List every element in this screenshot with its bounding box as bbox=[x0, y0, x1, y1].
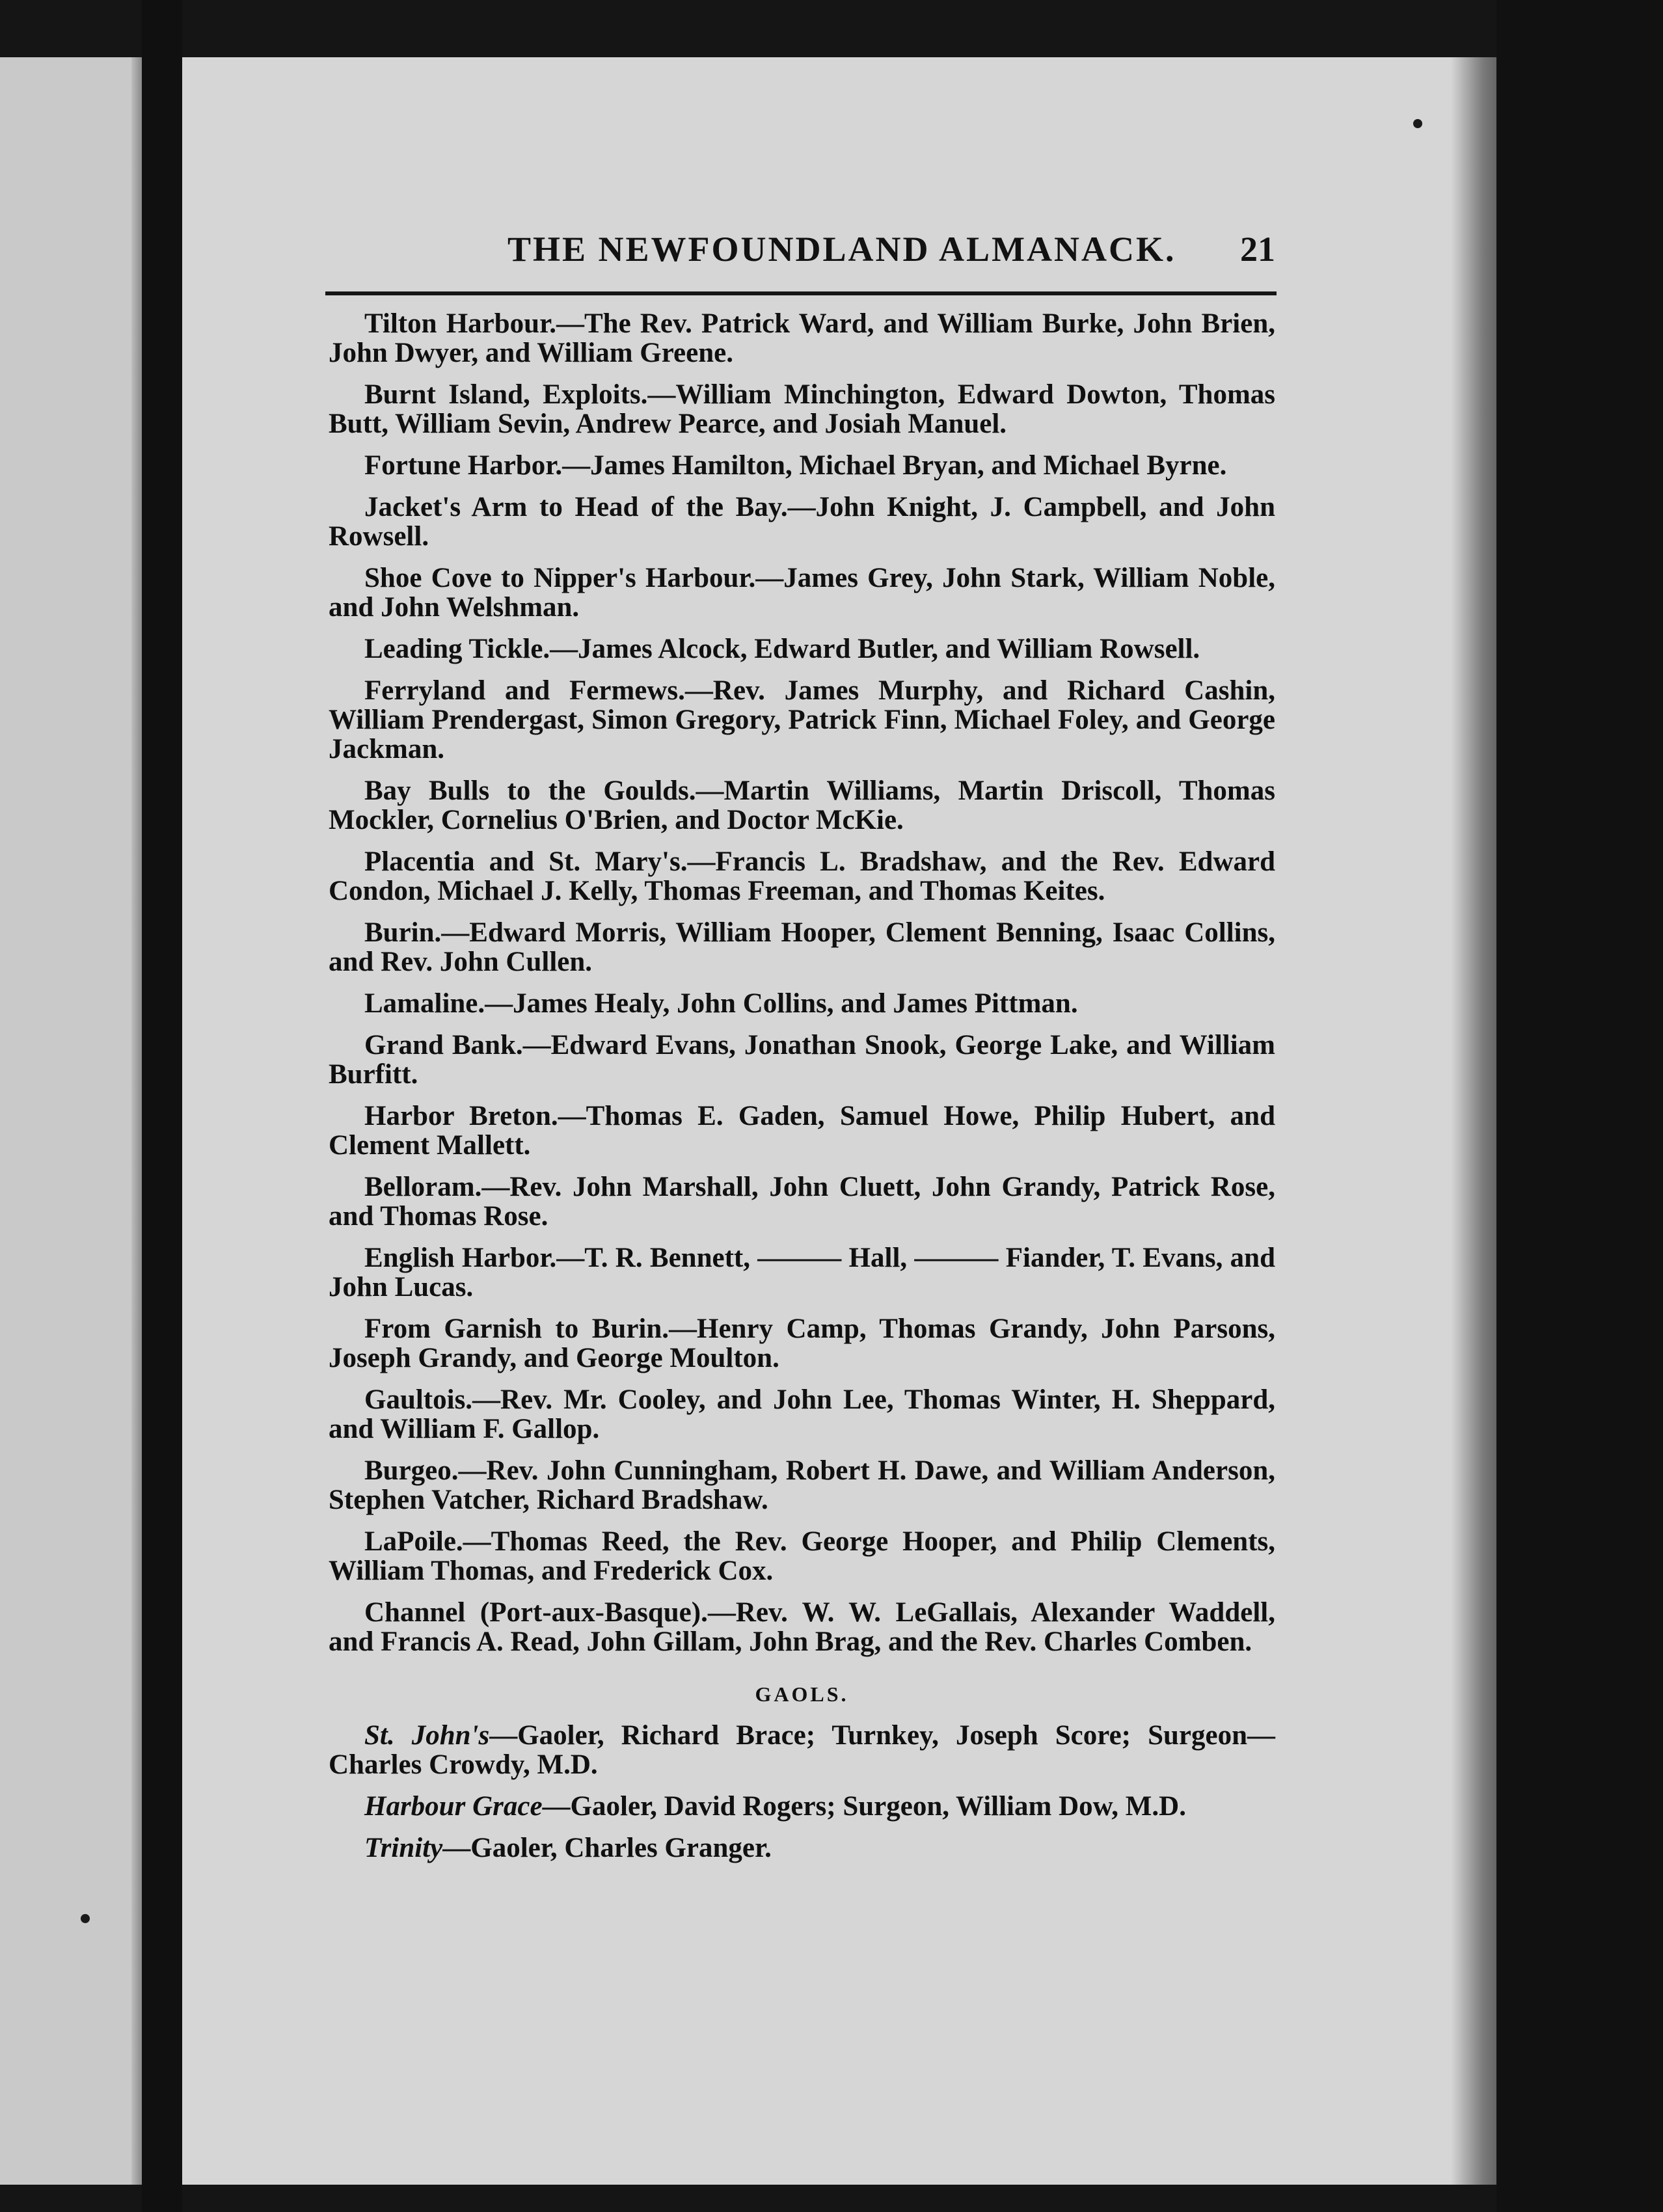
facing-page-edge bbox=[0, 57, 142, 2185]
list-item: Gaultois.—Rev. Mr. Cooley, and John Lee, Thomas Winter, H. Sheppard, and William F. Gallop. bbox=[329, 1384, 1275, 1444]
list-item: Grand Bank.—Edward Evans, Jonathan Snook, George Lake, and William Burfitt. bbox=[329, 1030, 1275, 1090]
list-item: Belloram.—Rev. John Marshall, John Cluett, John Grandy, Patrick Rose, and Thomas Rose. bbox=[329, 1172, 1275, 1232]
header-rule bbox=[325, 291, 1277, 295]
page-title: THE NEWFOUNDLAND ALMANACK. bbox=[507, 230, 1176, 269]
page-body bbox=[329, 309, 1275, 1875]
book-gutter bbox=[142, 0, 182, 2212]
list-item: Burgeo.—Rev. John Cunningham, Robert H. Dawe, and William Anderson, Stephen Vatcher, Richard Bradshaw. bbox=[329, 1455, 1275, 1515]
gaol-place: St. John's bbox=[364, 1720, 490, 1751]
list-item: Jacket's Arm to Head of the Bay.—John Knight, J. Campbell, and John Rowsell. bbox=[329, 492, 1275, 552]
running-head bbox=[319, 229, 1282, 281]
list-item: Burin.—Edward Morris, William Hooper, Clement Benning, Isaac Collins, and Rev. John Cullen. bbox=[329, 917, 1275, 977]
gaol-item bbox=[329, 1721, 1275, 1779]
list-item: Tilton Harbour.—The Rev. Patrick Ward, and William Burke, John Brien, John Dwyer, and William Greene. bbox=[329, 308, 1275, 368]
gaol-details: —Gaoler, Charles Granger. bbox=[442, 1833, 772, 1863]
list-item: Harbor Breton.—Thomas E. Gaden, Samuel Howe, Philip Hubert, and Clement Mallett. bbox=[329, 1101, 1275, 1161]
gaol-item bbox=[329, 1833, 1275, 1863]
list-item: English Harbor.—T. R. Bennett, ——— Hall, ——— Fiander, T. Evans, and John Lucas. bbox=[329, 1243, 1275, 1302]
gaol-place: Trinity bbox=[364, 1833, 443, 1863]
gaols-list bbox=[329, 1721, 1275, 1863]
list-item: Shoe Cove to Nipper's Harbour.—James Grey, John Stark, William Noble, and John Welshman. bbox=[329, 563, 1275, 623]
gaol-item bbox=[329, 1792, 1275, 1821]
list-item: Lamaline.—James Healy, John Collins, and James Pittman. bbox=[364, 988, 1078, 1019]
ink-speck bbox=[1413, 119, 1422, 128]
book-edge bbox=[1496, 0, 1663, 2212]
list-item: Bay Bulls to the Goulds.—Martin Williams, Martin Driscoll, Thomas Mockler, Cornelius O'Brien, and Doctor McKie. bbox=[329, 776, 1275, 835]
gaols-heading: GAOLS. bbox=[755, 1682, 849, 1706]
gaol-place: Harbour Grace bbox=[364, 1791, 543, 1822]
gaol-details: —Gaoler, Richard Brace; Turnkey, Joseph Score; Surgeon—Charles Crowdy, M.D. bbox=[329, 1720, 1275, 1780]
list-item: Fortune Harbor.—James Hamilton, Michael Bryan, and Michael Byrne. bbox=[364, 450, 1227, 481]
list-item: From Garnish to Burin.—Henry Camp, Thomas Grandy, John Parsons, Joseph Grandy, and George Moulton. bbox=[329, 1314, 1275, 1373]
ink-speck bbox=[81, 1914, 90, 1923]
page-number: 21 bbox=[1240, 230, 1275, 269]
gaol-details: —Gaoler, David Rogers; Surgeon, William Dow, M.D. bbox=[542, 1791, 1186, 1822]
list-item: Burnt Island, Exploits.—William Minchington, Edward Dowton, Thomas Butt, William Sevin, Andrew Pearce, and Josiah Manuel. bbox=[329, 379, 1275, 439]
entries-list bbox=[329, 309, 1275, 1656]
list-item: Channel (Port-aux-Basque).—Rev. W. W. LeGallais, Alexander Waddell, and Francis A. Read, John Gillam, John Brag, and the Rev. Charles Comben. bbox=[329, 1597, 1275, 1657]
list-item: Placentia and St. Mary's.—Francis L. Bradshaw, and the Rev. Edward Condon, Michael J. Kelly, Thomas Freeman, and Thomas Keites. bbox=[329, 846, 1275, 906]
list-item: Leading Tickle.—James Alcock, Edward Butler, and William Rowsell. bbox=[364, 634, 1200, 664]
list-item: Ferryland and Fermews.—Rev. James Murphy, and Richard Cashin, William Prendergast, Simon Gregory, Patrick Finn, Michael Foley, and George Jackman. bbox=[329, 675, 1275, 764]
list-item: LaPoile.—Thomas Reed, the Rev. George Hooper, and Philip Clements, William Thomas, and Frederick Cox. bbox=[329, 1526, 1275, 1586]
